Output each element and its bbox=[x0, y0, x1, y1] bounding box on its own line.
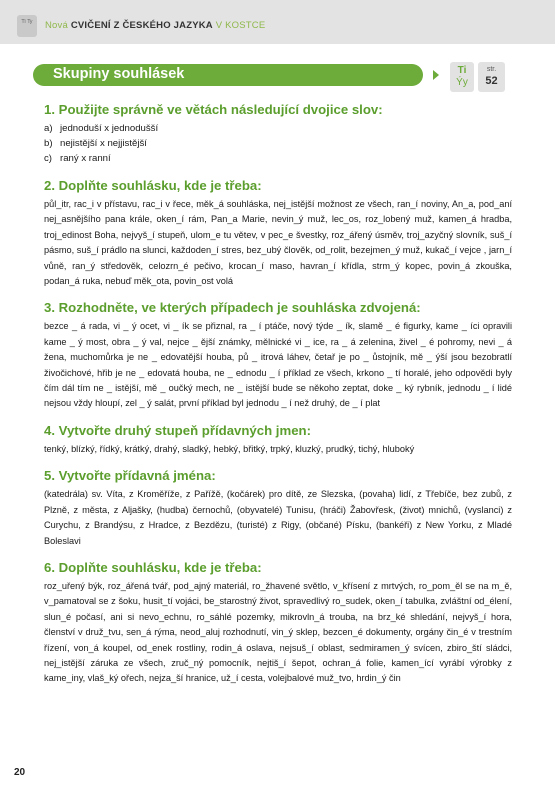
exercise-text: bezce _ á rada, vi _ ý ocet, vi _ ík se přiznal, ra _ í ptáče, nový týde _ ík, slamě _ é figurky, kame _ íci opravili kame _ ý most, obra _ ý val, nejce _ ější známky, mělnické vi _ ice, ra _ á zelenina, živel _ é pohromy, nevi _ á žena, muchomůrka je ne _ edovatější houba, pů _ itrová láhev, četař je po _ ůstojník, mě _ ýší jsou bezobratlí živočichové, hřib je ne _ edovatá houba, ne _ ednodu _ í příklad ze všech, krkono _ tí horalé, jeho odpovědi byly čím dál tím ne _ istější, mě _ oučký mech, ne _ istější bude se někoho zeptat, doke _ ký rybník, jednodu _ í lidé nejsou vždy hloupí, zel _ ý salát, první příklad byl jednodu _ í než druhý, de _ í plat bbox=[44, 321, 512, 409]
exercise-1 bbox=[44, 101, 512, 166]
top-header-bar bbox=[0, 0, 555, 44]
topic-tag bbox=[450, 62, 474, 92]
section-title-bar bbox=[33, 64, 423, 86]
reference-page-box bbox=[478, 62, 505, 92]
exercise-heading: 5. Vytvořte přídavná jména: bbox=[44, 468, 216, 484]
option-list bbox=[44, 121, 512, 166]
list-item-text: jednoduší x jednodušší bbox=[60, 123, 159, 134]
exercise-text: tenký, blízký, řídký, krátký, drahý, sladký, hebký, břitký, trpký, kluzký, prudký, tichý, hluboký bbox=[44, 443, 415, 454]
exercise-heading: 6. Doplňte souhlásku, kde je třeba: bbox=[44, 559, 262, 575]
exercise-content bbox=[44, 101, 512, 697]
brand-suffix: V KOSTCE bbox=[215, 20, 266, 31]
exercise-heading: 2. Doplňte souhlásku, kde je třeba: bbox=[44, 178, 262, 193]
list-item-label: b) bbox=[44, 138, 53, 149]
exercise-heading: 4. Vytvořte druhý stupeň přídavných jmen: bbox=[44, 422, 311, 438]
exercise-4 bbox=[44, 422, 512, 457]
exercise-text: (katedrála) sv. Víta, z Kroměříže, z Pařížě, (kočárek) pro dítě, ze Slezska, (povaha) lidí, z Třebíče, bez zubů, z Plzně, z města, z Aljašky, (hudba) černochů, (obyvatelé) Tunisu, (hráči) Žabovřesk, (život) mnichů, (vyslanci) z Curychu, z Brandýsu, z Hradce, z Bezdězu, (turisté) z Rigy, (občané) Písku, (bankéři) z New Yorku, z Mladé Boleslavi bbox=[44, 489, 512, 546]
topic-tag-line1: Ti bbox=[457, 65, 467, 76]
logo-text: Ti Ty bbox=[21, 19, 33, 25]
book-title bbox=[45, 20, 265, 31]
list-item-label: c) bbox=[44, 153, 52, 164]
exercise-heading: 3. Rozhodněte, ve kterých případech je souhláska zdvojená: bbox=[44, 300, 421, 316]
exercise-6 bbox=[44, 559, 512, 687]
exercise-text: roz_uřený býk, roz_ářená tvář, pod_ajný materiál, ro_žhavené světlo, v_křísení z mrtvých, ro_pom_ěl se na m_ě, v_pamatoval se z šoku, husit_tí vojáci, be_starostný život, spravedlivý ro_sudek, oken_í tabulka, zvláštní od_élení, slun_é počasí, ani si nevo_echnu, ro_sáhlé pozemky, mikrovln_á trouba, na brz_ké shledání, nejvyš_í hora, členství v druž_tvu, sen_á rýma, neod_aluj rozhodnutí, vin_ý sklep, bezcen_é dokumenty, orgány čin_é v trestním řízení, von_á koupel, od_enek rostliny, rodin_á oslava, nejsuš_í oblast, sedmiramen_ý svícen, zbiro_ští sládci, nej_istější záruka ze všech, zruč_ný pomocník, nejtiš_í šepot, ochran_á folie, kamen_ící vyrábí výrobky z kame_iny, vlaš_ký ořech, nejza_ší hranice, už_í cesta, volejbalové muž_tvo, hrdin_ý čin bbox=[44, 580, 512, 684]
list-item-label: a) bbox=[44, 123, 53, 134]
brand-prefix: Nová bbox=[45, 20, 68, 31]
reference-page-number: 52 bbox=[485, 75, 498, 87]
list-item bbox=[44, 151, 512, 166]
book-logo-icon bbox=[17, 15, 37, 37]
arrow-right-icon bbox=[433, 70, 439, 80]
exercise-5 bbox=[44, 467, 512, 549]
exercise-text: půl_itr, rac_i v přístavu, rac_i v řece, měk_á souhláska, nej_istější možnost ze všech, ran_í noviny, An_a, pod_aní nej_asnějšího pana krále, oken_í rám, Pan_a Marie, nevin_ý muž, lec_os, roz_lobený muž, kamen_á hradba, troj_edinost Boha, nejvyš_í stupeň, ulom_e tu větev, v pec_e švestky, roz_ářený úsměv, troj_azyčný slovník, suš_í pásmo, suš_í prádlo na slunci, každoden_í stres, bez_ubý člověk, od_rolit, bezejmen_ý muž, kukač_í vejce , jarn_í vůně, ran_ý středověk, celozrn_é pečivo, krocan_í maso, havran_í křídla, strm_ý kopec, povin_á zkouška, podan_á ruka, nebuď měk_ota, povin_ost volá bbox=[44, 199, 512, 287]
list-item-text: nejistější x nejjistější bbox=[60, 138, 147, 149]
list-item-text: raný x ranní bbox=[60, 153, 111, 164]
topic-tag-line2: Ýy bbox=[456, 77, 468, 88]
exercise-3 bbox=[44, 299, 512, 411]
list-item bbox=[44, 121, 512, 136]
brand-title: CVIČENÍ Z ČESKÉHO JAZYKA bbox=[70, 20, 213, 31]
exercise-heading: 1. Použijte správně ve větách následující dvojice slov: bbox=[44, 102, 383, 117]
section-title: Skupiny souhlásek bbox=[53, 66, 185, 82]
page-number: 20 bbox=[14, 767, 26, 778]
exercise-2 bbox=[44, 177, 512, 289]
reference-page-label: str. bbox=[486, 66, 497, 73]
list-item bbox=[44, 136, 512, 151]
